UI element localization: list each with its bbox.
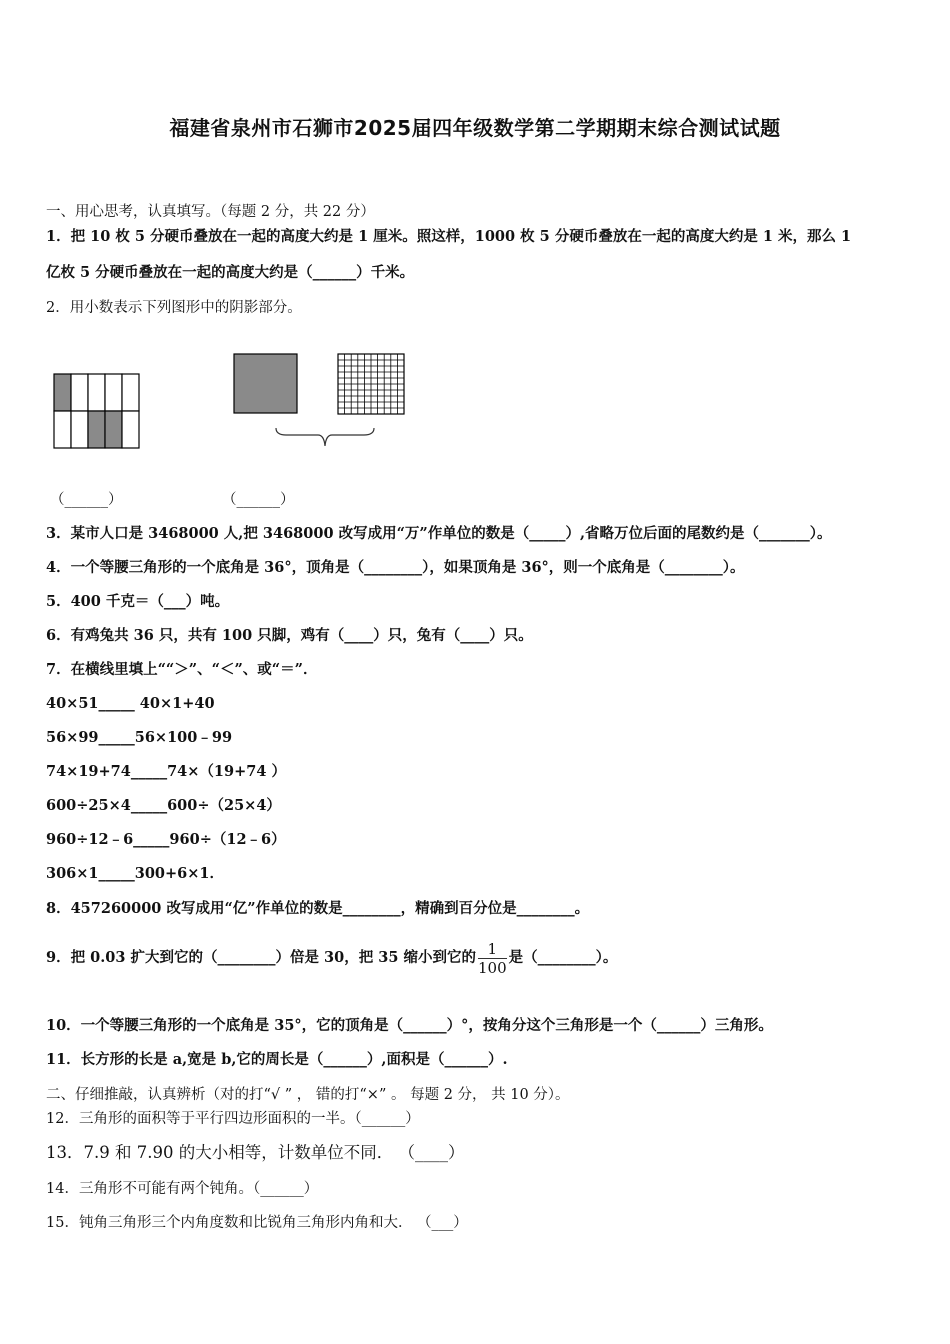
question-4: 4．一个等腰三角形的一个底角是 36°，顶角是（________），如果顶角是 36°，则一个底角是（________）。 xyxy=(46,559,745,576)
question-3: 3．某市人口是 3468000 人,把 3468000 改写成用“万”作单位的数是（_____）,省略万位后面的尾数约是（_______）。 xyxy=(46,525,832,542)
question-14: 14．三角形不可能有两个钝角。（______） xyxy=(46,1181,319,1197)
grid-cell xyxy=(71,411,88,448)
question-7-item: 74×19+74_____74×（19+74 ） xyxy=(46,763,286,780)
grid-cell xyxy=(88,374,105,411)
question-2: 2．用小数表示下列图形中的阴影部分。 xyxy=(46,300,302,316)
grid-cell xyxy=(122,411,139,448)
question-2-blank-left: （______） xyxy=(50,492,123,508)
question-7-item: 306×1_____300+6×1． xyxy=(46,865,225,882)
question-9-part2: 是（________）。 xyxy=(508,949,618,966)
question-15: 15．钝角三角形三个内角度数和比锐角三角形内角和大． （___） xyxy=(46,1215,468,1231)
question-10: 10．一个等腰三角形的一个底角是 35°，它的顶角是（______）°，按角分这个三角形是一个（______）三角形。 xyxy=(46,1017,773,1034)
question-7-item: 40×51_____ 40×1+40 xyxy=(46,695,215,712)
grid-cell xyxy=(54,374,71,411)
grid-cell xyxy=(88,411,105,448)
question-7-item: 56×99_____56×100﹣99 xyxy=(46,729,233,746)
question-1-line1: 1．把 10 枚 5 分硬币叠放在一起的高度大约是 1 厘米。照这样，1000 枚 5 分硬币叠放在一起的高度大约是 1 米，那么 1 xyxy=(46,228,852,245)
question-11: 11．长方形的长是 a,宽是 b,它的周长是（______）,面积是（______）. xyxy=(46,1051,508,1068)
grid-cell xyxy=(122,374,139,411)
hundred-grid-figure xyxy=(336,352,408,418)
shaded-square-figure xyxy=(232,352,300,416)
brace-figure xyxy=(272,426,378,452)
question-9 xyxy=(46,936,617,980)
grid-cell xyxy=(105,411,122,448)
fraction-numerator: 1 xyxy=(478,940,507,959)
question-7: 7．在横线里填上““＞”、“＜”、或“＝”． xyxy=(46,661,318,678)
question-5: 5．400 千克＝（___）吨。 xyxy=(46,593,230,610)
grid-cell xyxy=(105,374,122,411)
question-8: 8．457260000 改写成用“亿”作单位的数是________，精确到百分位是________。 xyxy=(46,900,590,917)
fraction-grid-figure xyxy=(52,372,144,452)
fraction-one-hundredth xyxy=(478,940,507,977)
section2-header: 二、仔细推敲，认真辨析（对的打“√ ” ， 错的打“×” 。 每题 2 分， 共 10 分）。 xyxy=(46,1087,570,1103)
grid-cell xyxy=(71,374,88,411)
question-9-part1: 9．把 0.03 扩大到它的（________）倍是 30，把 35 缩小到它的 xyxy=(46,949,476,966)
question-6: 6．有鸡兔共 36 只，共有 100 只脚，鸡有（____）只，兔有（____）只。 xyxy=(46,627,533,644)
question-1-line2: 亿枚 5 分硬币叠放在一起的高度大约是（______）千米。 xyxy=(46,264,415,281)
question-2-blank-right: （______） xyxy=(222,492,295,508)
section1-header: 一、用心思考，认真填写。（每题 2 分，共 22 分） xyxy=(46,204,375,220)
question-13: 13．7.9 和 7.90 的大小相等，计数单位不同． （____） xyxy=(46,1143,465,1162)
question-12: 12．三角形的面积等于平行四边形面积的一半。（______） xyxy=(46,1111,420,1127)
fraction-denominator: 100 xyxy=(478,958,507,977)
grid-cell xyxy=(54,411,71,448)
question-7-item: 960÷12﹣6_____960÷（12﹣6） xyxy=(46,831,286,848)
question-7-item: 600÷25×4_____600÷（25×4） xyxy=(46,797,281,814)
page-title: 福建省泉州市石狮市2025届四年级数学第二学期期末综合测试试题 xyxy=(169,116,781,140)
